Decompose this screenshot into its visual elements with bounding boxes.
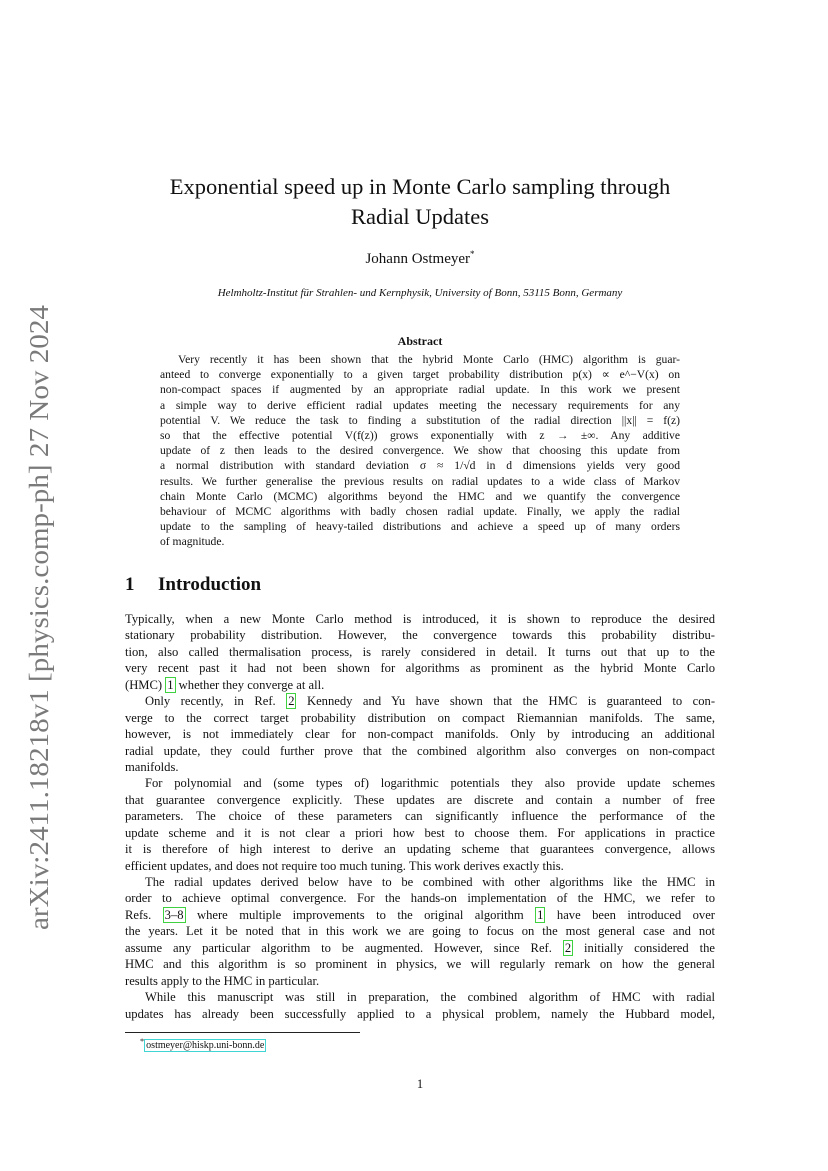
body-line: update scheme and it is not clear a priori how best to choose them. For applications in practice (125, 825, 715, 840)
section-title: Introduction (158, 574, 262, 595)
footnote-email-link[interactable]: ostmeyer@hiskp.uni-bonn.de (146, 1040, 265, 1052)
body-line: the years. Let it be noted that in this work we are going to focus on the most general case and not (125, 924, 715, 939)
body-line: manifolds. (125, 759, 179, 774)
citation-link[interactable]: 1 (537, 907, 544, 922)
abstract-line: non-compact spaces if augmented by an appropriate radial update. In this work we present (160, 383, 680, 397)
abstract-line: potential V. We reduce the task to finding a substitution of the radial direction ||x|| = f(z) (160, 413, 680, 427)
citation-link[interactable]: 1 (167, 677, 174, 692)
body-line: efficient updates, and does not require too much tuning. This work derives exactly this. (125, 858, 564, 873)
author-line (120, 249, 720, 268)
title-line-2: Radial Updates (350, 204, 490, 229)
body-line: Typically, when a new Monte Carlo method is introduced, it is shown to reproduce the desired (125, 612, 715, 626)
abstract-line: anteed to converge exponentially to a given target probability distribution p(x) ∝ e^−V(x) on (160, 368, 680, 382)
body-line: results apply to the HMC in particular. (125, 973, 320, 988)
body-line: (HMC) 1 whether they converge at all. (125, 677, 325, 692)
footnote (140, 1037, 266, 1051)
body-line: While this manuscript was still in preparation, the combined algorithm of HMC with radial (145, 990, 715, 1005)
body-line: very recent past it had not been shown for algorithms as prominent as the hybrid Monte Carlo (125, 661, 715, 676)
citation-link[interactable]: 2 (564, 940, 572, 955)
body-line: updates has already been successfully applied to a physical problem, namely the Hubbard model, (125, 1006, 715, 1021)
abstract-line: chain Monte Carlo (MCMC) algorithms beyond the HMC and we quantify the convergence (160, 489, 680, 503)
footnote-rule (125, 1032, 360, 1033)
body-line: verge to the correct target probability distribution on compact Riemannian manifolds. The same, (125, 710, 715, 725)
paper-title (120, 172, 720, 232)
introduction-body (125, 611, 715, 1022)
abstract-body (160, 352, 680, 549)
abstract-line: update to the sampling of heavy-tailed distributions and achieve a speed up of many orders (160, 520, 680, 534)
author-footnote-mark[interactable]: * (470, 249, 475, 259)
body-line: parameters. The choice of these parameters can significantly influence the performance of the (125, 809, 715, 824)
citation-link[interactable]: 3–8 (164, 907, 184, 922)
body-line: Only recently, in Ref. 2 Kennedy and Yu have shown that the HMC is guaranteed to con- (145, 694, 716, 709)
abstract-line: a simple way to derive efficient radial updates meeting the necessary requirements for any (160, 398, 680, 412)
affiliation: Helmholtz-Institut für Strahlen- und Kernphysik, University of Bonn, 53115 Bonn, Germany (217, 287, 623, 299)
abstract-line: so that the effective potential V(f(z)) grows exponentially with z → ±∞. Any additive (160, 428, 680, 442)
abstract-line: Very recently it has been shown that the hybrid Monte Carlo (HMC) algorithm is guar- (178, 353, 680, 366)
abstract-line: update of z then leads to the desired convergence. We show that choosing this update from (160, 444, 680, 458)
arxiv-id-text: arXiv:2411.18218v1 [physics.comp-ph] 27 Nov 2024 (24, 350, 54, 930)
body-line: it is therefore of high interest to derive an updating scheme that guarantees convergence, allows (125, 842, 715, 857)
citation-link[interactable]: 2 (288, 694, 295, 709)
abstract-line: results. We further generalise the previous results on radial updates to a wide class of Markov (160, 474, 680, 488)
arxiv-stamp-svg (10, 300, 66, 930)
abstract-line: of magnitude. (160, 535, 225, 549)
section-number: 1 (125, 574, 135, 595)
body-line: tion, also called thermalisation process, is rarely considered in detail. It turns out that up to the (125, 644, 715, 659)
abstract-line: behaviour of MCMC algorithms with badly chosen radial update. Finally, we apply the radial (160, 504, 680, 518)
body-line: that guarantee convergence explicitly. These updates are discrete and contain a number of free (125, 792, 715, 807)
title-line-1: Exponential speed up in Monte Carlo sampling through (169, 174, 671, 199)
body-line: assume any particular algorithm to be augmented. However, since Ref. 2 initially considered the (125, 940, 715, 955)
author-name: Johann Ostmeyer (365, 251, 471, 267)
body-line: radial update, they could further prove that the combined algorithm also converges on non-compact (125, 743, 715, 758)
body-line: order to achieve optimal convergence. For the hands-on implementation of the HMC, we refer to (125, 891, 715, 906)
footnote-mark: * (140, 1037, 145, 1046)
body-line: The radial updates derived below have to be combined with other algorithms like the HMC in (145, 875, 715, 889)
body-line: however, is not immediately clear for non-compact manifolds. Only by introducing an additional (125, 727, 715, 742)
arxiv-identifier-stamp (10, 300, 66, 930)
body-line: For polynomial and (some types of) logarithmic potentials they also provide update schemes (145, 776, 715, 791)
abstract-heading: Abstract (397, 334, 443, 348)
body-line: stationary probability distribution. However, the convergence towards this probability distribu- (125, 628, 715, 643)
body-line: Refs. 3–8 where multiple improvements to the original algorithm 1 have been introduced over (125, 907, 715, 922)
body-line: HMC and this algorithm is so prominent in physics, we will regularly remark on how the general (125, 957, 715, 972)
section-heading (125, 574, 261, 596)
abstract-line: a normal distribution with standard deviation σ ≈ 1/√d in d dimensions yields very good (160, 459, 680, 473)
page-number: 1 (416, 1077, 424, 1091)
